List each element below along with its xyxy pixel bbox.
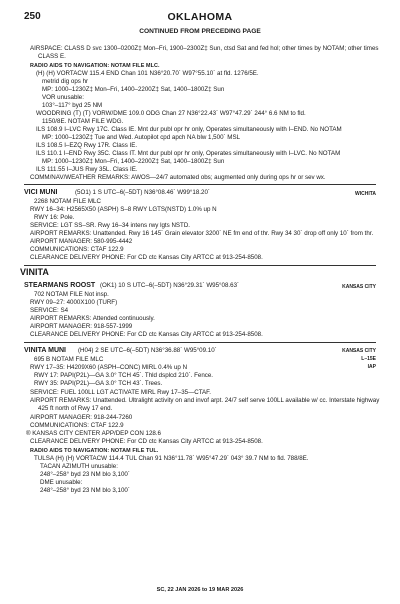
- region-label: KANSAS CITY: [342, 284, 376, 290]
- airport-ident-line: (H04) 2 SE UTC–6(–5DT) N36°36.88´ W95°09.10´: [78, 347, 217, 354]
- airport-ident-line: (OK1) 10 S UTC–6(–5DT) N36°29.31´ W95°08.63´: [100, 282, 240, 289]
- text-line: 425 ft north of Rwy 17 end.: [38, 405, 113, 412]
- effective-dates-footer: SC, 22 JAN 2026 to 19 MAR 2026: [156, 587, 244, 593]
- runway-line: RWY 17–35: H4209X60 (ASPH–CONC) MIRL 0.4% up N: [30, 364, 188, 371]
- runway-end-line: RWY 35: PAPI(P2L)—GA 3.0° TCH 43´. Trees.: [34, 380, 163, 387]
- text-line: MP: 1000–1230Z‡ Mon–Fri, 1400–2200Z‡ Sat, 1400–1800Z‡ Sun: [42, 158, 225, 165]
- clearance-line: CLEARANCE DELIVERY PHONE: For CD ctc Kansas City ARTCC at 913-254-8508.: [30, 254, 263, 261]
- runway-end-line: RWY 16: Pole.: [34, 214, 75, 221]
- manager-line: AIRPORT MANAGER: 918-557-1999: [30, 323, 133, 330]
- airport-name: VINITA MUNI: [24, 347, 66, 354]
- ils-line: ILS 111.55 I–JUS Rwy 35L. Class IE.: [36, 166, 138, 173]
- vortac-line: (H) (H) VORTACW 115.4 END Chan 101 N36°20.70´ W97°55.10´ at fld. 1276/5E.: [36, 70, 259, 77]
- manager-line: AIRPORT MANAGER: 918-244-7260: [30, 414, 133, 421]
- text-line: VOR unusable:: [42, 94, 84, 101]
- clearance-line: CLEARANCE DELIVERY PHONE: For CD ctc Kansas City ARTCC at 913-254-8508.: [30, 438, 263, 445]
- text-line: 103°–117° byd 25 NM: [42, 102, 103, 109]
- continued-note: CONTINUED FROM PRECEDING PAGE: [139, 28, 261, 35]
- remarks-line: AIRPORT REMARKS: Unattended. Ultralight activity on and invof arpt. 24/7 self serve 100LL available w/ cc. Interstate highway: [30, 397, 380, 404]
- region-label: KANSAS CITY: [342, 348, 376, 354]
- service-line: SERVICE: FUEL 100LL LGT ACTIVATE MIRL Rwy 17–35—CTAF.: [30, 389, 211, 396]
- vor-dme-line: WOODRING (T) (T) VORW/DME 109.0 ODG Chan 27 N36°22.43´ W97°47.29´ 244° 6.6 NM to fld.: [36, 110, 306, 117]
- text-line: 702 NOTAM FILE Not insp.: [34, 291, 109, 298]
- clearance-line: CLEARANCE DELIVERY PHONE: For CD ctc Kansas City ARTCC at 913-254-8508.: [30, 331, 263, 338]
- ils-line: ILS 110.1 I–END Rwy 35C. Class IT. Mnt dur publ opr hr only, Operates simultaneously with I–LVC. No NOTAM: [36, 150, 341, 157]
- comm-line: COMMUNICATIONS: CTAF 122.9: [30, 246, 124, 253]
- text-line: TACAN AZIMUTH unusable:: [40, 463, 118, 470]
- runway-line: RWY 09–27: 4000X100 (TURF): [30, 299, 118, 306]
- chart-label: L–15E: [361, 356, 376, 362]
- radio-aids-heading: RADIO AIDS TO NAVIGATION: NOTAM FILE MLC.: [30, 63, 160, 69]
- region-label: WICHITA: [354, 191, 376, 197]
- text-line: 248°–258° byd 23 NM blo 3,100´: [40, 487, 130, 494]
- text-line: CLASS E.: [38, 53, 66, 60]
- service-line: SERVICE: S4: [30, 307, 69, 314]
- airspace-line: AIRSPACE: CLASS D svc 1300–0200Z‡ Mon–Fri, 1900–2300Z‡ Sun, ctsd Sat and fed hol; other times by NOTAM; other times: [30, 45, 379, 52]
- comm-remarks-line: COMM/NAV/WEATHER REMARKS: AWOS—24/7 automated obs; augmented only during ops hr or sev wx.: [30, 174, 326, 181]
- text-line: 1150/8E. NOTAM FILE WDG.: [42, 118, 124, 125]
- runway-line: RWY 16–34: H2565X50 (ASPH) S–8 RWY LGTS(NSTD) 1.0% up N: [30, 206, 217, 213]
- city-heading: VINITA: [20, 267, 49, 277]
- manager-line: AIRPORT MANAGER: 580-995-4442: [30, 238, 133, 245]
- text-line: MP: 1000–1230Z‡ Tue and Wed. Autopilot cpd apch NA blw 1,500´ MSL: [42, 134, 241, 141]
- text-line: metrid dig ops hr: [42, 78, 89, 85]
- state-title: OKLAHOMA: [167, 11, 233, 23]
- vortac-line: TULSA (H) (H) VORTACW 114.4 TUL Chan 91 N36°11.78´ W95°47.29´ 043° 39.7 NM to fld. 788/8E.: [34, 455, 309, 462]
- divider: [24, 342, 376, 343]
- iap-label: IAP: [367, 364, 376, 370]
- remarks-line: AIRPORT REMARKS: Attended continuously.: [30, 315, 155, 322]
- app-dep-con-line: ® KANSAS CITY CENTER APP/DEP CON 128.6: [26, 430, 161, 437]
- text-line: 695 B NOTAM FILE MLC: [34, 356, 104, 363]
- ils-line: ILS 108.9 I–LVC Rwy 17C. Class IE. Mnt dur publ opr hr only, Operates simultaneously with I–END. No NOTAM: [36, 126, 342, 133]
- remarks-line: AIRPORT REMARKS: Unattended. Rwy 16 145´ Grain elevator 3200´ NE fm end of thr. Rwy 34 30´ drop off only 10´ from thr.: [30, 230, 374, 237]
- text-line: DME unusable:: [40, 479, 83, 486]
- ils-line: ILS 108.5 I–EZQ Rwy 17R. Class IE.: [36, 142, 138, 149]
- divider: [24, 265, 376, 266]
- airport-name: VICI MUNI: [24, 189, 58, 196]
- divider: [24, 184, 376, 185]
- airport-name: STEARMANS ROOST: [24, 282, 96, 289]
- comm-line: COMMUNICATIONS: CTAF 122.9: [30, 422, 124, 429]
- airport-ident-line: (5O1) 1 S UTC–6(–5DT) N36°08.46´ W99°18.20´: [75, 189, 210, 196]
- text-line: MP: 1000–1230Z‡ Mon–Fri, 1400–2200Z‡ Sat, 1400–1800Z‡ Sun: [42, 86, 225, 93]
- service-line: SERVICE: LGT SS–SR. Rwy 16–34 intens rwy lgts NSTD.: [30, 222, 191, 229]
- runway-end-line: RWY 17: PAPI(P2L)—GA 3.0° TCH 45´. Thld dsplcd 210´. Fence.: [34, 372, 214, 379]
- text-line: 2268 NOTAM FILE MLC: [34, 198, 101, 205]
- page-number: 250: [24, 11, 41, 22]
- text-line: 248°–258° byd 23 NM blo 3,100´: [40, 471, 130, 478]
- radio-aids-heading: RADIO AIDS TO NAVIGATION: NOTAM FILE TUL.: [30, 448, 159, 454]
